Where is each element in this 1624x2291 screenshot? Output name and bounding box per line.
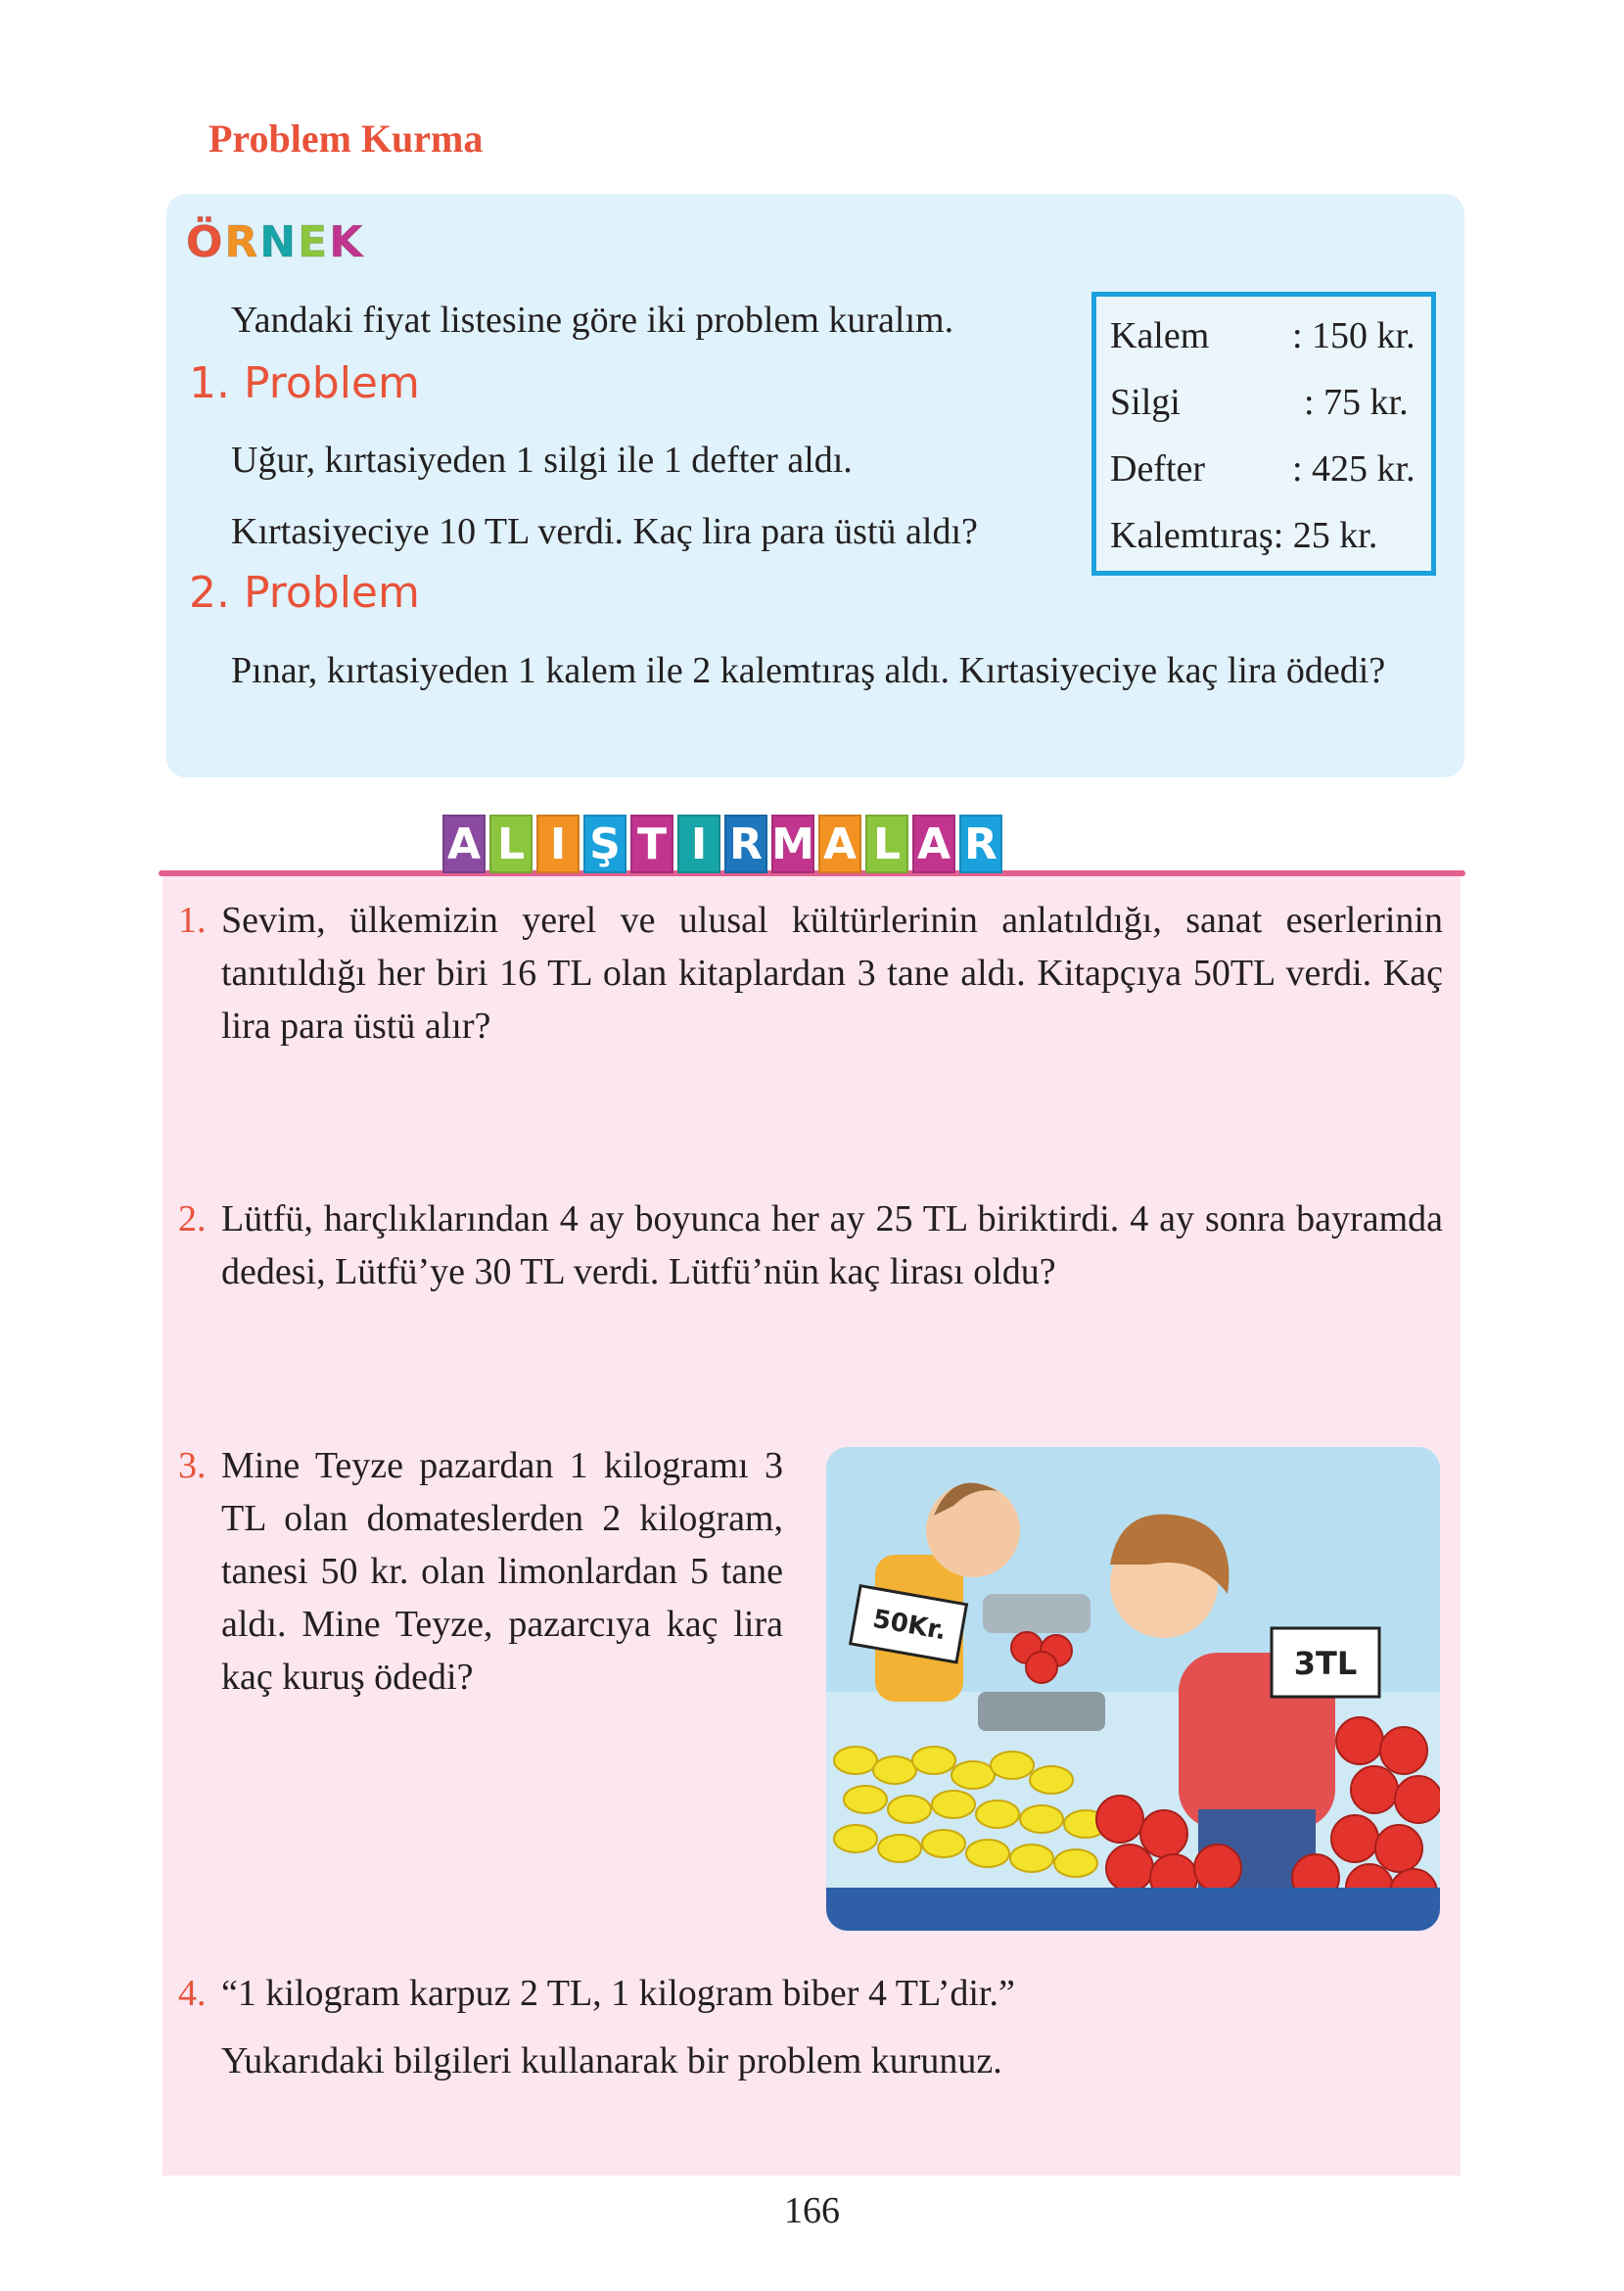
exercise-2-text: Lütfü, harçlıklarından 4 ay boyunca her ay 25 TL biriktirdi. 4 ay sonra bayramda dedesi, Lütfü’ye 30 TL verdi. Lütfü’nün kaç lirası oldu? [221,1198,1443,1292]
header-letter-tile: L [489,815,533,873]
market-scene-image [826,1447,1440,1931]
header-letter-tile: A [818,815,861,873]
price-value: : 25 kr. [1273,515,1378,556]
problem2-text: Pınar, kırtasiyeden 1 kalem ile 2 kalemtıraş aldı. Kırtasiyeciye kaç lira ödedi? [231,650,1386,691]
sign-50kr: 50Kr. [870,1604,949,1647]
header-letter-tile: L [865,815,908,873]
example-label [186,217,363,267]
example-label-letter: N [259,217,298,267]
exercise-number: 3. [178,1445,207,1486]
example-label-letter: E [298,217,329,267]
header-letter-tile: I [536,815,580,873]
exercise-1-text: Sevim, ülkemizin yerel ve ulusal kültürlerinin anlatıldığı, sanat eserlerinin tanıtıldığı her biri 16 TL olan kitaplardan 3 tane aldı. Kitapçıya 50TL verdi. Kaç lira para üstü alır? [221,900,1443,1047]
section-title: Problem Kurma [209,117,484,161]
example-label-letter: Ö [186,217,224,267]
header-letter-tile: A [442,815,486,873]
header-letter-tile: A [912,815,955,873]
problem2-heading: 2. Problem [189,568,420,618]
price-value: : 150 kr. [1292,315,1415,356]
header-letter-tile: R [724,815,767,873]
example-label-letter: R [224,217,259,267]
price-item: Kalem [1110,315,1210,356]
price-item: Silgi [1110,382,1181,423]
example-intro: Yandaki fiyat listesine göre iki problem kuralım. [231,300,954,341]
price-value: : 425 kr. [1292,448,1415,490]
exercise-number: 4. [178,1973,207,2014]
exercise-3-text: Mine Teyze pazardan 1 kilogramı 3 TL olan domateslerden 2 kilogram, tanesi 50 kr. olan limonlardan 5 tane aldı. Mine Teyze, pazarcıya kaç lira kaç kuruş ödedi? [221,1445,783,1698]
header-letter-tile: I [677,815,720,873]
header-letter-tile: T [630,815,673,873]
price-list [1091,292,1436,576]
header-letter-tile: M [771,815,814,873]
price-value: : 75 kr. [1304,382,1409,423]
page-number: 166 [784,2190,840,2231]
exercise-4-line1: “1 kilogram karpuz 2 TL, 1 kilogram biber 4 TL’dir.” [221,1973,1015,2014]
exercise-number: 1. [178,900,207,941]
exercise-4-line2: Yukarıdaki bilgileri kullanarak bir problem kurunuz. [221,2040,1002,2081]
problem1-line2: Kırtasiyeciye 10 TL verdi. Kaç lira para üstü aldı? [231,511,978,552]
price-item: Defter [1110,448,1206,490]
problem1-heading: 1. Problem [189,358,420,408]
exercises-header [442,815,1006,873]
header-letter-tile: Ş [583,815,626,873]
exercise-number: 2. [178,1198,207,1239]
header-letter-tile: R [959,815,1002,873]
price-item: Kalemtıraş [1110,515,1274,556]
sign-3tl: 3TL [1293,1645,1358,1682]
market-illustration [826,1447,1440,1931]
problem1-line1: Uğur, kırtasiyeden 1 silgi ile 1 defter aldı. [231,440,853,481]
example-label-letter: K [329,217,364,267]
